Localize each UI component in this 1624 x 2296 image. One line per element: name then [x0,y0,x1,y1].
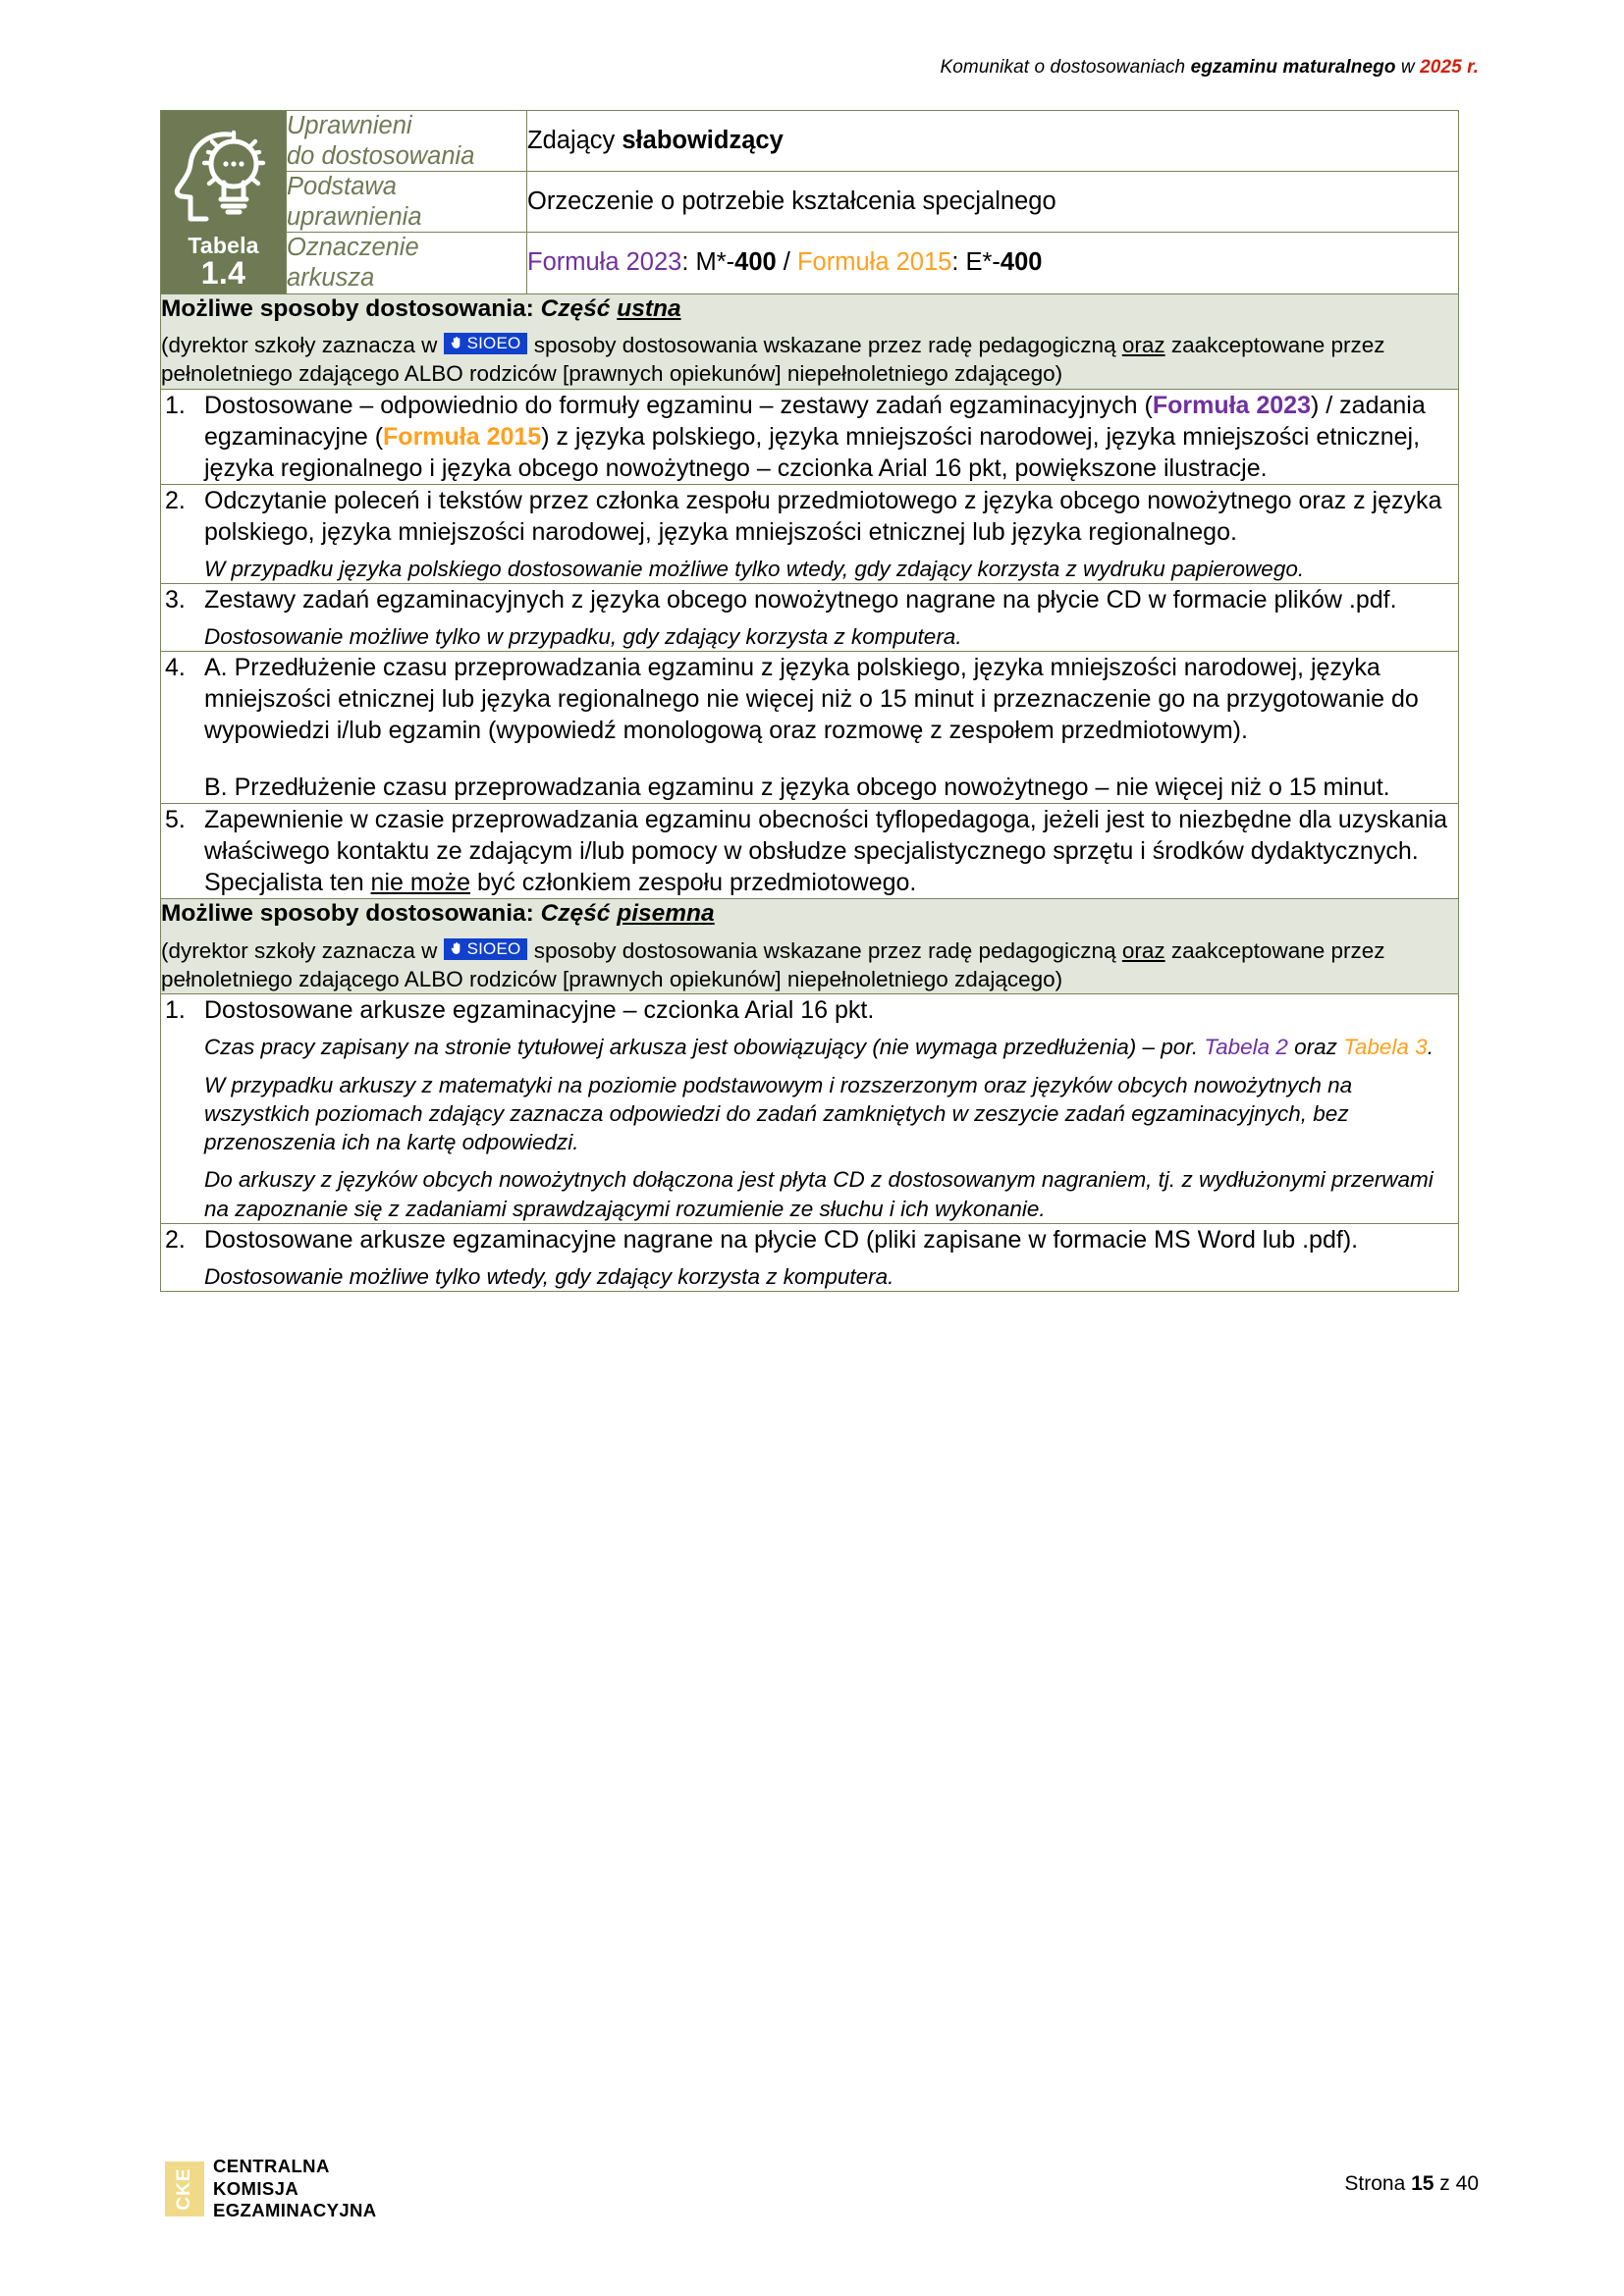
section-header-row [161,899,1459,994]
formula-separator: / [776,248,797,277]
cke-logo-line1: CENTRALNA [213,2156,330,2176]
section-header-row [161,294,1459,389]
list-item-row [161,994,1459,1224]
row-label-line2: arkusza [287,263,375,292]
cke-logo-mark [165,2162,204,2216]
formula-2015-ref: Formuła 2015 [383,422,542,451]
sioeo-badge-label: SIOEO [466,333,521,352]
sioeo-badge[interactable] [444,938,528,961]
row-value-plain: Orzeczenie o potrzebie kształcenia specjalnego [527,187,1056,215]
item-note: W przypadku arkuszy z matematyki na poziomie podstawowym i rozszerzonym oraz języków obcych nowożytnych na wszystkich poziomach zdający zaznacza odpowiedzi do zadań zamkniętych w zeszycie zadań egzaminacyjnych, bez przenoszenia ich na kartę odpowiedzi. [204,1072,1353,1155]
formula-2023-label: Formuła 2023 [527,248,682,277]
tabela-2-ref: Tabela 2 [1204,1035,1288,1060]
section-note-part2: sposoby dostosowania wskazane przez radę pedagogiczną [527,333,1122,358]
item-number: 2. [165,1225,186,1254]
section-title-prefix: Możliwe sposoby dostosowania: [161,294,541,322]
cke-logo-line2: KOMISJA [213,2177,299,2199]
item-text: Zestawy zadań egzaminacyjnych z języka obcego nowożytnego nagrane na płycie CD w formacie plików .pdf. [204,585,1397,614]
list-item-row [161,804,1459,899]
oral-item-2 [161,484,1459,583]
row-label-line2: uprawnienia [287,202,422,231]
adjustments-table [160,110,1459,1292]
section-note-underline: oraz [1121,333,1165,358]
item-number: 5. [165,806,186,834]
item-text: Odczytanie poleceń i tekstów przez członka zespołu przedmiotowego z języka obcego nowożytnego oraz z języka polskiego, języka mniejszości narodowej, języka mniejszości etnicznej lub języka regionalnego. [204,486,1442,546]
section-note-part1: (dyrektor szkoły zaznacza w [161,937,444,963]
section-note [161,936,1458,994]
row-label-line1: Uprawnieni [287,112,412,139]
formula-2023-sep: : M*- [681,248,735,277]
item-note: W przypadku języka polskiego dostosowanie możliwe tylko wtedy, gdy zdający korzysta z wydruku papierowego. [204,556,1305,581]
item-text: Dostosowane – odpowiednio do formuły egzaminu – zestawy zadań egzaminacyjnych (Formuła 2023) / zadania egzaminacyjne (Formuła 2015) z języka polskiego, języka mniejszości narodowej, języka mniejszości etnicznej, języka regionalnego i języka obcego nowożytnego – czcionka Arial 16 pkt, powiększone ilustracje. [204,391,1426,482]
row-value-bold: słabowidzący [622,126,784,154]
header-prefix: Komunikat o dostosowaniach [940,57,1191,78]
row-label-line1: Oznaczenie [287,234,419,262]
page-number-current: 15 [1411,2172,1435,2195]
oral-item-3 [161,583,1459,651]
header-middle: w [1395,57,1421,78]
item-text-b: B. Przedłużenie czasu przeprowadzania egzaminu z języka obcego nowożytnego – nie więcej niż o 15 minut. [204,774,1390,802]
table-row [161,172,1459,233]
running-header [940,57,1479,79]
formula-2015-code: 400 [1000,248,1043,277]
cke-logo-text [213,2156,377,2222]
cke-logo-line3: EGZAMINACYJNA [213,2200,377,2221]
section-title-italic: Część [540,294,618,322]
row-value-sheet [527,233,1459,294]
cke-logo [165,2156,377,2222]
item-number: 4. [165,654,186,682]
section-title [161,294,1458,325]
table-badge-label: Tabela [188,233,259,258]
section-note-underline: oraz [1121,937,1165,963]
item-text: Dostosowane arkusze egzaminacyjne – czcionka Arial 16 pkt. [204,996,875,1025]
oral-item-1 [161,389,1459,484]
table-badge-number: 1.4 [200,255,246,292]
formula-2015-label: Formuła 2015 [796,248,952,277]
row-label-line2: do dostosowania [287,141,475,170]
row-value-basis [527,172,1459,233]
row-value-plain: Zdający [527,126,623,154]
click-hand-icon [449,941,463,956]
page-number-total: 40 [1455,2172,1479,2195]
list-item-row [161,583,1459,651]
item-text-a: A. Przedłużenie czasu przeprowadzania egzaminu z języka polskiego, języka mniejszości narodowej, języka mniejszości etnicznej lub języka regionalnego nie więcej niż o 15 minut i przeznaczenie go na przygotowanie do wypowiedzi i/lub egzamin (wypowiedź monologową oraz rozmowę z zespołem przedmiotowym). [204,654,1419,745]
paragraph-gap [204,746,1458,772]
page-number-prefix: Strona [1344,2172,1412,2195]
section-title-underline: pisemna [617,900,715,928]
table-row [161,111,1459,172]
page-number [1344,2172,1479,2196]
item-number: 1. [165,996,186,1025]
formula-2023-ref: Formuła 2023 [1152,391,1311,419]
tabela-3-ref: Tabela 3 [1343,1035,1428,1060]
section-title [161,899,1458,930]
row-value-eligible [527,111,1459,172]
oral-item-5 [161,804,1459,899]
item-number: 3. [165,585,186,614]
section-note-part3: zaakceptowane przez pełnoletniego zdającego ALBO rodziców [prawnych opiekunów] niepełnoletniego zdającego) [161,937,1385,992]
row-label-sheet [287,233,527,294]
cke-logo-mark-text: CKE [174,2167,194,2211]
section-note [161,331,1458,389]
item-note: Do arkuszy z języków obcych nowożytnych dołączona jest płyta CD z dostosowanym nagraniem, tj. z wydłużonymi przerwami na zapoznanie się z zadaniami sprawdzającymi rozumienie ze słuchu i ich wykonanie. [204,1167,1434,1221]
table-row [161,233,1459,294]
written-item-1 [161,994,1459,1224]
header-bold: egzaminu maturalnego [1190,57,1396,78]
item-note-tables: Czas pracy zapisany na stronie tytułowej arkusza jest obowiązujący (nie wymaga przedłużenia) – por. Tabela 2 oraz Tabela 3. [204,1035,1434,1060]
list-item-row [161,389,1459,484]
item-text: Dostosowane arkusze egzaminacyjne nagrane na płycie CD (pliki zapisane w formacie MS Word lub .pdf). [204,1225,1359,1254]
item-note: Dostosowanie możliwe tylko w przypadku, gdy zdający korzysta z komputera. [204,623,962,649]
item-number: 1. [165,391,186,419]
formula-2015-sep: : E*- [951,248,1001,277]
list-item-row [161,484,1459,583]
formula-2023-code: 400 [734,248,777,277]
header-year: 2025 r. [1420,57,1479,78]
sioeo-badge[interactable] [444,333,528,355]
click-hand-icon [449,336,463,350]
row-label-eligible [287,111,527,172]
row-label-basis [287,172,527,233]
sioeo-badge-label: SIOEO [466,938,521,958]
section-title-prefix: Możliwe sposoby dostosowania: [161,900,541,928]
section-note-part1: (dyrektor szkoły zaznacza w [161,333,444,358]
section-title-italic: Część [540,900,618,928]
section-note-part2: sposoby dostosowania wskazane przez radę pedagogiczną [527,937,1122,963]
emphasis-underline: nie może [370,869,470,897]
written-item-2 [161,1223,1459,1291]
page-number-middle: z [1434,2172,1456,2195]
oral-item-4 [161,652,1459,804]
row-label-line1: Podstawa [287,173,397,201]
table-badge-cell [161,111,287,294]
section-written-header [161,899,1459,994]
section-note-part3: zaakceptowane przez pełnoletniego zdającego ALBO rodziców [prawnych opiekunów] niepełnoletniego zdającego) [161,333,1385,387]
head-lightbulb-icon [169,117,279,233]
item-text: Zapewnienie w czasie przeprowadzania egzaminu obecności tyflopedagoga, jeżeli jest to niezbędne dla uzyskania właściwego kontaktu ze zdającym i/lub pomocy w obsłudze specjalistycznego sprzętu i środków dydaktycznych. Specjalista ten nie może być członkiem zespołu przedmiotowego. [204,806,1448,897]
item-number: 2. [165,486,186,514]
list-item-row [161,1223,1459,1291]
section-oral-header [161,294,1459,389]
section-title-underline: ustna [617,294,681,322]
item-note: Dostosowanie możliwe tylko wtedy, gdy zdający korzysta z komputera. [204,1263,894,1289]
list-item-row [161,652,1459,804]
